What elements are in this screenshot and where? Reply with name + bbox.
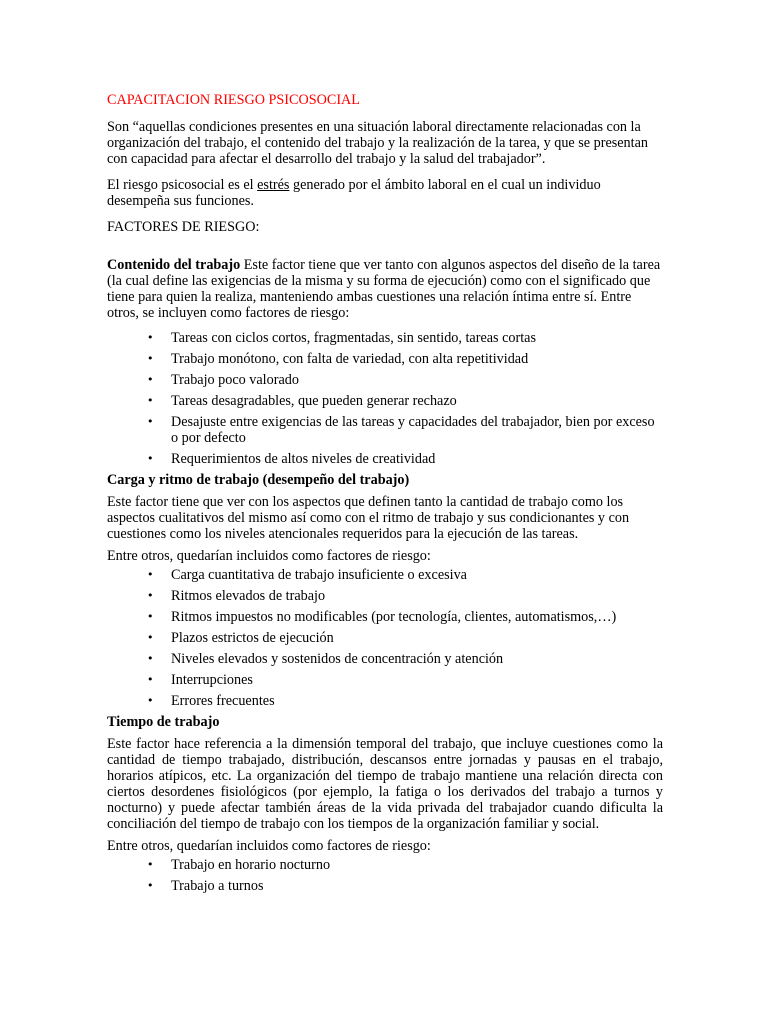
contenido-text: Este factor tiene que ver tanto con algunos aspectos del diseño de la tarea (la cual define las exigencias de la misma y su forma de ejecución) como con el significado que tiene para quien la realiza, manteniendo ambas cuestiones una relación íntima entre sí. Entre otros, se incluyen como factores de riesgo: (107, 257, 661, 321)
list-item (107, 414, 663, 446)
contenido-list (107, 330, 663, 467)
carga-heading: Carga y ritmo de trabajo (desempeño del trabajo) (107, 472, 410, 488)
tiempo-list (107, 857, 663, 894)
tiempo-heading: Tiempo de trabajo (107, 714, 220, 730)
list-item-text: Plazos estrictos de ejecución (171, 630, 334, 646)
list-item (107, 567, 663, 583)
intro-paragraph: Son “aquellas condiciones presentes en una situación laboral directamente relacionadas con la organización del trabajo, el contenido del trabajo y la realización de la tarea, y que se presentan con capacidad para afectar el desarrollo del trabajo y la salud del trabajador”. (107, 119, 648, 167)
bullet-icon: • (147, 568, 154, 581)
list-item (107, 609, 663, 625)
list-item (107, 393, 663, 409)
list-item-text: Desajuste entre exigencias de las tareas y capacidades del trabajador, bien por exceso o por defecto (171, 414, 655, 446)
tiempo-list-intro: Entre otros, quedarían incluidos como factores de riesgo: (107, 838, 431, 854)
carga-list (107, 567, 663, 709)
bullet-icon: • (147, 694, 154, 707)
list-item-text: Interrupciones (171, 672, 253, 688)
list-item (107, 693, 663, 709)
list-item (107, 672, 663, 688)
contenido-heading: Contenido del trabajo (107, 257, 241, 273)
bullet-icon: • (147, 452, 154, 465)
list-item-text: Ritmos impuestos no modificables (por tecnología, clientes, automatismos,…) (171, 609, 617, 625)
list-item-text: Trabajo poco valorado (171, 372, 299, 388)
list-item-text: Trabajo monótono, con falta de variedad, con alta repetitividad (171, 351, 529, 367)
stress-text-before: El riesgo psicosocial es el (107, 177, 258, 193)
stress-link[interactable]: estrés (257, 177, 290, 193)
bullet-icon: • (147, 394, 154, 407)
contenido-paragraph (107, 257, 663, 321)
list-item (107, 588, 663, 604)
bullet-icon: • (147, 610, 154, 623)
list-item-text: Tareas con ciclos cortos, fragmentadas, sin sentido, tareas cortas (171, 330, 536, 346)
list-item (107, 330, 663, 346)
list-item-text: Requerimientos de altos niveles de creatividad (171, 451, 436, 467)
list-item (107, 372, 663, 388)
list-item-text: Carga cuantitativa de trabajo insuficiente o excesiva (171, 567, 467, 583)
bullet-icon: • (147, 415, 154, 428)
bullet-icon: • (147, 631, 154, 644)
bullet-icon: • (147, 352, 154, 365)
list-item-text: Niveles elevados y sostenidos de concentración y atención (171, 651, 504, 667)
list-item-text: Trabajo a turnos (171, 878, 264, 894)
document-title: CAPACITACION RIESGO PSICOSOCIAL (107, 92, 360, 108)
bullet-icon: • (147, 858, 154, 871)
list-item-text: Ritmos elevados de trabajo (171, 588, 326, 604)
list-item (107, 451, 663, 467)
bullet-icon: • (147, 879, 154, 892)
bullet-icon: • (147, 652, 154, 665)
list-item-text: Tareas desagradables, que pueden generar rechazo (171, 393, 457, 409)
list-item (107, 857, 663, 873)
list-item-text: Errores frecuentes (171, 693, 275, 709)
bullet-icon: • (147, 331, 154, 344)
bullet-icon: • (147, 673, 154, 686)
tiempo-paragraph: Este factor hace referencia a la dimensión temporal del trabajo, que incluye cuestiones como la cantidad de tiempo trabajado, distribución, descansos entre jornadas y pausas en el trabajo, horarios atípicos, etc. La organización del tiempo de trabajo mantiene una relación directa con ciertos desordenes fisiológicos (por ejemplo, la fatiga o los derivados del trabajo a turnos y nocturno) y puede afectar también áreas de la vida privada del trabajador cuando dificulta la conciliación del tiempo de trabajo con los tiempos de la organización familiar y social. (107, 736, 663, 832)
bullet-icon: • (147, 373, 154, 386)
document-body (107, 92, 663, 899)
stress-paragraph (107, 177, 663, 209)
list-item (107, 630, 663, 646)
list-item (107, 651, 663, 667)
list-item-text: Trabajo en horario nocturno (171, 857, 331, 873)
carga-list-intro: Entre otros, quedarían incluidos como factores de riesgo: (107, 548, 431, 564)
stress-text-after: generado por el ámbito laboral en el cual un individuo desempeña sus funciones. (107, 177, 601, 209)
list-item (107, 351, 663, 367)
list-item (107, 878, 663, 894)
carga-paragraph: Este factor tiene que ver con los aspectos que definen tanto la cantidad de trabajo como los aspectos cualitativos del mismo así como con el ritmo de trabajo y sus condicionantes y con cuestiones como los niveles atencionales requeridos para la ejecución de las tareas. (107, 494, 630, 542)
factores-heading: FACTORES DE RIESGO: (107, 219, 260, 235)
bullet-icon: • (147, 589, 154, 602)
